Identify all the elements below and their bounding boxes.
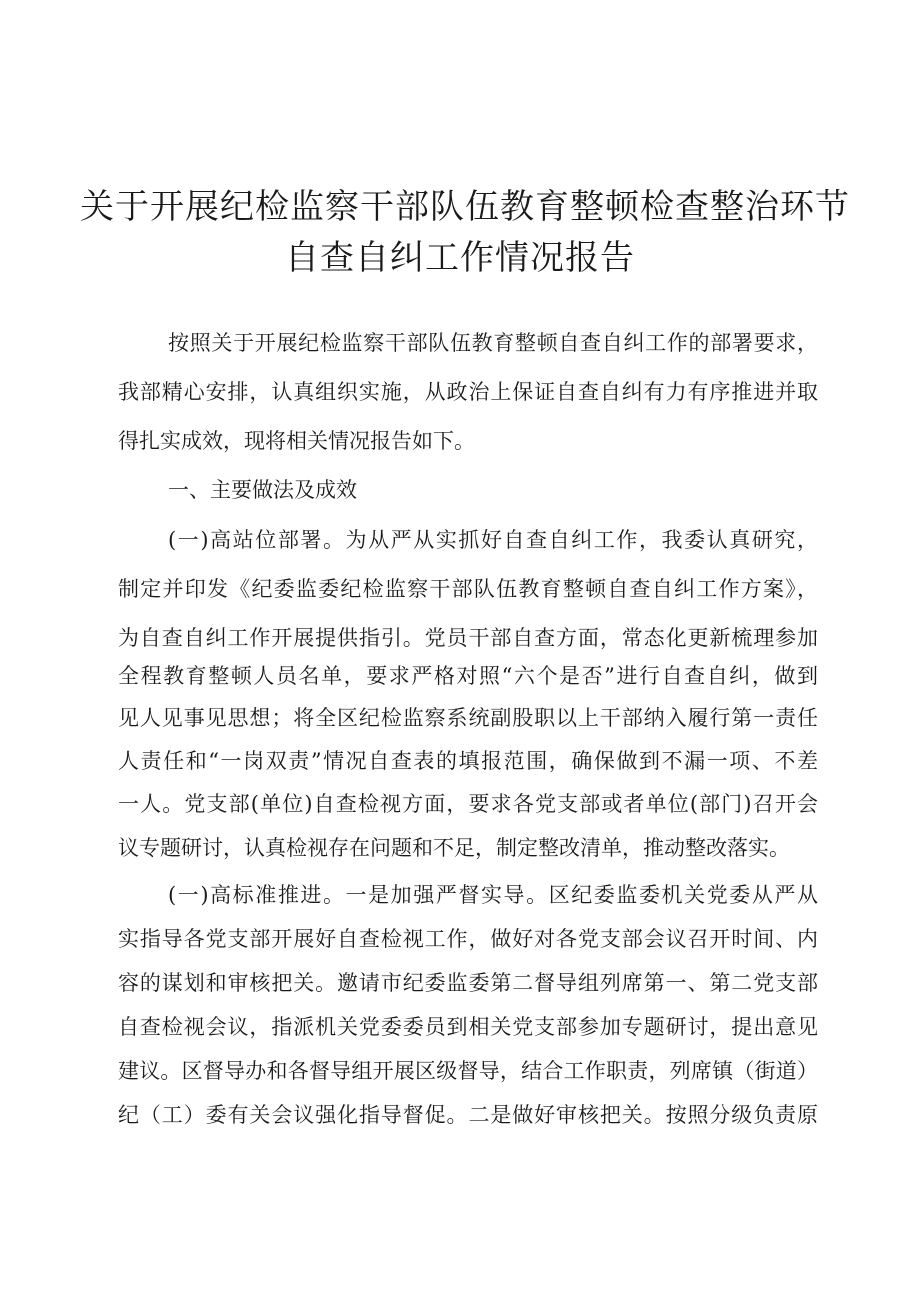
paragraph-line: 一人。党支部(单位)自查检视方面，要求各党支部或者单位(部门)召开会 bbox=[118, 792, 818, 816]
document-title-line2: 自查自纠工作情况报告 bbox=[285, 238, 635, 278]
paragraph-line: 自查检视会议，指派机关党委委员到相关党支部参加专题研讨，提出意见 bbox=[118, 1015, 818, 1039]
paragraph-line: 建议。区督导办和各督导组开展区级督导，结合工作职责，列席镇（街道） bbox=[118, 1059, 818, 1083]
paragraph-line: 议专题研讨，认真检视存在问题和不足，制定整改清单，推动整改落实。 bbox=[118, 836, 790, 860]
document-title-line1: 关于开展纪检监察干部队伍教育整顿检查整治环节 bbox=[80, 187, 850, 227]
section-heading: 一、主要做法及成效 bbox=[168, 478, 357, 502]
paragraph-line: 制定并印发《纪委监委纪检监察干部队伍教育整顿自查自纠工作方案》， bbox=[118, 577, 818, 601]
paragraph-line: (一)高标准推进。一是加强严督实导。区纪委监委机关党委从严从 bbox=[168, 883, 818, 907]
paragraph-line: 得扎实成效，现将相关情况报告如下。 bbox=[118, 429, 475, 453]
paragraph-line: 纪（工）委有关会议强化指导督促。二是做好审核把关。按照分级负责原 bbox=[118, 1103, 818, 1127]
paragraph-line: 全程教育整顿人员名单，要求严格对照“六个是否”进行自查自纠，做到 bbox=[118, 664, 818, 688]
paragraph-line: 见人见事见思想；将全区纪检监察系统副股职以上干部纳入履行第一责任 bbox=[118, 706, 818, 730]
paragraph-line: 按照关于开展纪检监察干部队伍教育整顿自查自纠工作的部署要求， bbox=[168, 331, 818, 355]
paragraph-line: 为自查自纠工作开展提供指引。党员干部自查方面，常态化更新梳理参加 bbox=[118, 626, 818, 650]
paragraph-line: 人责任和“一岗双责”情况自查表的填报范围，确保做到不漏一项、不差 bbox=[118, 749, 818, 773]
paragraph-line: 我部精心安排，认真组织实施，从政治上保证自查自纠有力有序推进并取 bbox=[118, 380, 818, 404]
paragraph-line: (一)高站位部署。为从严从实抓好自查自纠工作，我委认真研究， bbox=[168, 528, 818, 552]
paragraph-line: 容的谋划和审核把关。邀请市纪委监委第二督导组列席第一、第二党支部 bbox=[118, 971, 818, 995]
paragraph-line: 实指导各党支部开展好自查检视工作，做好对各党支部会议召开时间、内 bbox=[118, 927, 818, 951]
